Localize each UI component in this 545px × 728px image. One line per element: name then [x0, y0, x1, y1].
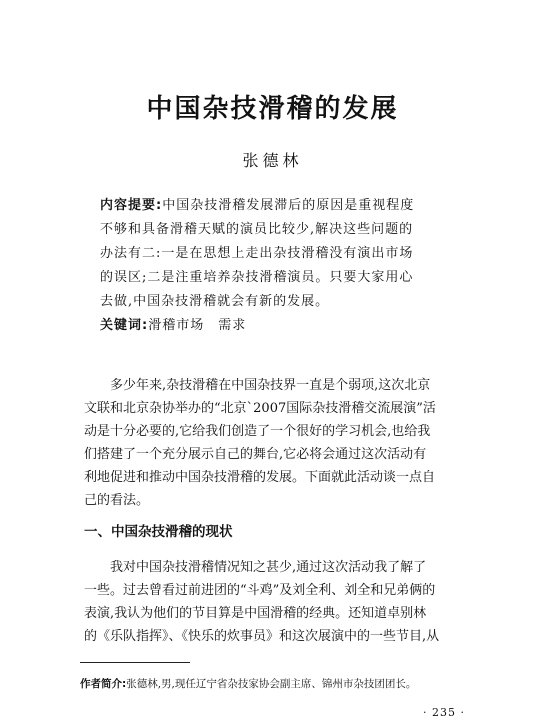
- intro-paragraph: [84, 374, 474, 512]
- footnote-label: 作者简介:: [80, 678, 127, 690]
- body-line: 动是十分必要的,它给我们创造了一个很好的学习机会,也给我: [84, 424, 431, 439]
- section-paragraph: [84, 556, 474, 648]
- abstract-line: 不够和具备滑稽天赋的演员比较少,解决这些问题的: [100, 222, 414, 237]
- article-title: 中国杂技滑稽的发展: [146, 94, 399, 124]
- body-line: 表演,我认为他们的节目算是中国滑稽的经典。还知道卓别林: [84, 606, 427, 621]
- author-footnote: [80, 676, 416, 691]
- abstract-block: [100, 194, 450, 338]
- keywords-line: [100, 314, 450, 338]
- keywords-label: 关键词:: [100, 318, 149, 333]
- footnote-text: 张德林,男,现任辽宁省杂技家协会副主席、锦州市杂技团团长。: [126, 678, 417, 690]
- body-line: 们搭建了一个充分展示自己的舞台,它必将会通过这次活动有: [84, 447, 427, 462]
- body-line: 的《乐队指挥》、《快乐的炊事员》和这次展演中的一些节目,从: [84, 629, 440, 644]
- abstract-line: 办法有二:一是在思想上走出杂技滑稽没有演出市场: [100, 246, 414, 261]
- abstract-line: 去做,中国杂技滑稽就会有新的发展。: [100, 294, 330, 309]
- body-line: 文联和北京杂协举办的“北京`2007国际杂技滑稽交流展演”活: [84, 401, 436, 416]
- keywords-text: 滑稽市场 需求: [148, 318, 247, 333]
- author-name: 张德林: [242, 151, 303, 170]
- body-line: 一些。过去曾看过前进团的“斗鸡”及刘全利、刘全和兄弟俩的: [84, 583, 436, 598]
- body-line: 己的看法。: [84, 493, 150, 508]
- body-line: 利地促进和推动中国杂技滑稽的发展。下面就此活动谈一点自: [84, 470, 436, 485]
- section-heading: 一、中国杂技滑稽的现状: [84, 524, 233, 540]
- abstract-label: 内容提要:: [100, 198, 163, 213]
- page-number: · 235 ·: [423, 706, 465, 719]
- abstract-text: 中国杂技滑稽发展滞后的原因是重视程度: [162, 198, 415, 213]
- abstract-line: [100, 194, 450, 218]
- abstract-line: 的误区;二是注重培养杂技滑稽演员。只要大家用心: [100, 270, 414, 285]
- footnote-divider: [80, 662, 190, 663]
- body-line: 我对中国杂技滑稽情况知之甚少,通过这次活动我了解了: [110, 560, 427, 575]
- body-line: 多少年来,杂技滑稽在中国杂技界一直是个弱项,这次北京: [110, 378, 431, 393]
